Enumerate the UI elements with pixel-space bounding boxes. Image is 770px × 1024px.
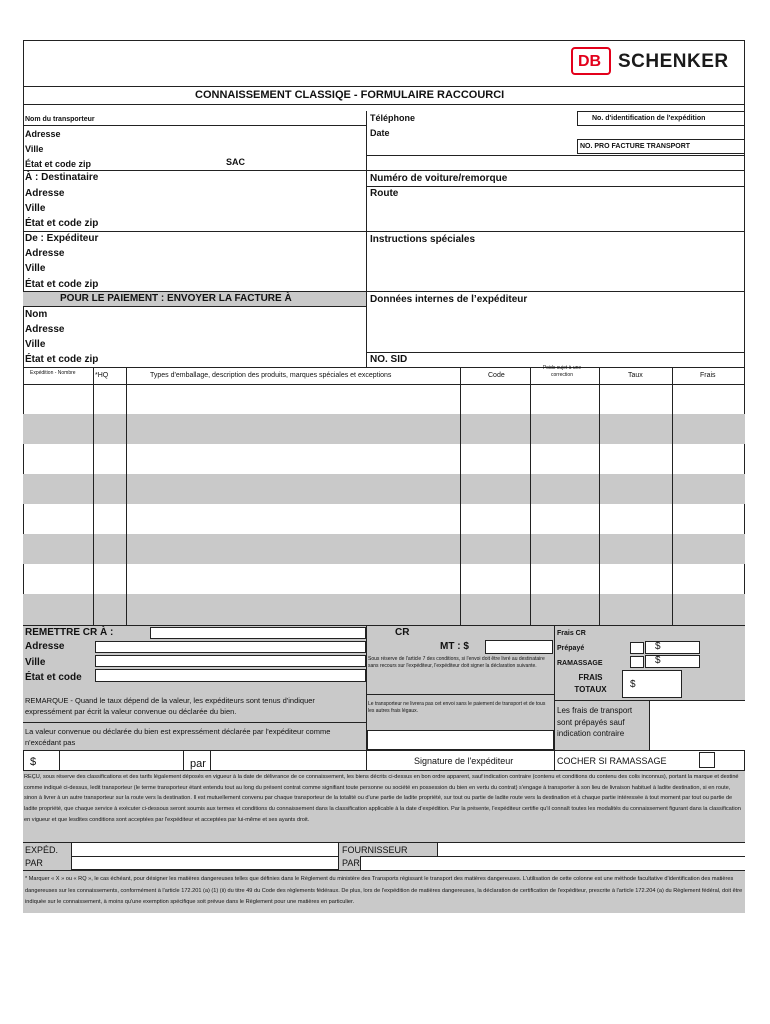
col-code: Code — [488, 372, 505, 379]
payment-city-label: Ville — [25, 339, 46, 350]
db-schenker-logo — [571, 47, 733, 75]
sac-label: SAC — [226, 157, 246, 167]
special-instructions-label: Instructions spéciales — [370, 234, 476, 245]
carrier-address-label: Adresse — [25, 129, 61, 139]
table-row[interactable] — [23, 534, 745, 564]
col-shipment-number: Expédition - Nombre — [30, 370, 76, 376]
total-charges-label: FRAIS TOTAUX — [574, 673, 607, 694]
cod-city-input[interactable] — [95, 655, 366, 667]
consignee-address-label: Adresse — [25, 188, 65, 199]
cod-address-input[interactable] — [95, 641, 366, 653]
goods-table — [23, 384, 745, 625]
table-row[interactable] — [23, 414, 745, 444]
prepaid-label: Prépayé — [557, 645, 585, 652]
col-charges: Frais — [700, 372, 716, 379]
col-rate: Taux — [628, 372, 643, 379]
sign-per-input[interactable] — [71, 856, 339, 870]
remit-cod-label: REMETTRE CR À : — [25, 627, 114, 638]
value-amount-input[interactable] — [60, 751, 184, 770]
check-pickup-label: COCHER SI RAMASSAGE — [557, 756, 667, 766]
table-row[interactable] — [23, 594, 745, 625]
footnote-text: * Marquer « X » ou « RQ », le cas échéant, pour désigner les matières dangereuses telles que définies dans le Règlement du ministère des Transports régissant le transport des matières dangereuses. L'utilisation de cette colonne est une méthode facultative d'identification des matières dangereuses sur les connaissements, conformément à l'article 172.201 (a) (1) (ii) du titre 49 du Code des règlements fédéraux. De plus, lors de l'expédition de matières dangereuses, la déclaration de certification de l'expéditeur, prescrite à l'article 172.204 (a) du Règlement fédéral, doit être indiquée sur le connaissement, à moins qu'une exemption spécifique soit prévue dans le Règlement pour une matières en particulier. — [25, 876, 743, 906]
mt-label: MT : $ — [440, 641, 469, 652]
cod-address-label: Adresse — [25, 641, 65, 652]
shipper-city-label: Ville — [25, 263, 46, 274]
carrier-name-label: Nom du transporteur — [25, 116, 95, 123]
sign-per2-input[interactable] — [360, 856, 745, 870]
remit-cod-input[interactable] — [150, 627, 366, 639]
shipment-id-label: No. d'identification de l'expédition — [592, 115, 706, 122]
total-dollar: $ — [630, 679, 636, 690]
carrier-signature-box[interactable] — [367, 730, 554, 750]
payment-header: POUR LE PAIEMENT : ENVOYER LA FACTURE À — [60, 293, 292, 304]
frais-cr-label: Frais CR — [557, 630, 586, 637]
sign-shipper-input[interactable] — [71, 843, 339, 856]
cod-state-zip-input[interactable] — [95, 669, 366, 682]
prepaid-note-box — [649, 701, 745, 750]
col-description: Types d'emballage, description des produits, marques spéciales et exceptions — [150, 372, 392, 379]
sign-supplier-input[interactable] — [437, 843, 745, 856]
subject-note: Sous réserve de l'article 7 des conditions, si l'envoi doit être livré au destinataire sans recours sur l'expéditeur, l'expéditeur doit signer la déclaration suivante. — [368, 656, 545, 670]
table-row[interactable] — [23, 564, 745, 594]
received-text: REÇU, sous réserve des classifications et des tarifs légalement déposés en vigueur à la date de délivrance de ce connaissement, les biens décrits ci-dessus en bon ordre apparent, sauf indication contraire (contenu et conditions du contenu des colis inconnus), portant la marque et destiné comme indiqué ci-dessus, ledit transporteur (le terme transporteur étant entendu tout au long du présent contrat comme signifiant toute personne ou société en possession du bien en vertu du contrat) s'engage à transporter à son lieu de livraison habituel à ladite destination, si en route, sinon à livrer à un autre transporteur sur la route vers la destination. Il est mutuellement convenu par chaque transporteur de la totalité ou d'une partie de ladite propriété, sur tout ou partie de ladite route vers la destination et à chaque partie intéressée à tout moment par tout ou partie de ladite propriété, que chaque service à exécuter ci-dessous seront soumis aux termes et conditions du connaissement dans la classification applicable à la date d'expédition. Par la présente, l'expéditeur certifie qu'il connaît toutes les modalités du connaissement figurant dans la classification en vigueur et que lesdites conditions sont acceptées par l'expéditeur et acceptées par lui-même et ses ayants droit. — [24, 774, 741, 823]
table-row[interactable] — [23, 474, 745, 504]
col-weight: Poids sujet à une correction — [542, 365, 582, 379]
cod-amount-input[interactable] — [485, 640, 553, 654]
prepaid-dollar: $ — [655, 641, 661, 652]
prepaid-amount-box[interactable] — [645, 641, 700, 654]
declared-value-text: La valeur convenue ou déclarée du bien est expressément déclarée par l'expéditeur comme n'excédant pas — [25, 727, 331, 747]
sign-supplier-label: FOURNISSEUR — [342, 845, 408, 855]
value-per-input[interactable] — [210, 751, 366, 770]
prepaid-checkbox[interactable] — [630, 642, 644, 654]
consignee-city-label: Ville — [25, 203, 46, 214]
vehicle-label: Numéro de voiture/remorque — [370, 173, 508, 184]
value-dollar: $ — [30, 756, 37, 768]
internal-data-label: Données internes de l’expéditeur — [370, 294, 528, 305]
value-dollar-box[interactable] — [23, 751, 60, 770]
db-logo-text: DB — [578, 53, 602, 70]
cod-state-zip-label: État et code — [25, 672, 82, 683]
pickup-checkbox[interactable] — [630, 656, 644, 668]
shipper-address-label: Adresse — [25, 248, 65, 259]
sign-per2-label: PAR — [342, 858, 360, 868]
cr-label: CR — [395, 627, 410, 638]
payment-name-label: Nom — [25, 309, 48, 320]
phone-label: Téléphone — [370, 113, 416, 123]
carrier-city-label: Ville — [25, 144, 44, 154]
pickup-cod-label: RAMASSAGE — [557, 660, 603, 667]
value-per-label: par — [190, 758, 206, 770]
carrier-state-zip-label: État et code zip — [25, 159, 92, 169]
sign-shipper-label: EXPÉD. — [25, 845, 59, 855]
consignee-state-zip-label: État et code zip — [25, 218, 99, 229]
route-label: Route — [370, 188, 399, 199]
pro-invoice-label: NO. PRO FACTURE TRANSPORT — [580, 143, 691, 150]
consignee-label: À : Destinataire — [25, 172, 99, 183]
db-logo-icon — [571, 47, 611, 75]
remark-text: REMARQUE - Quand le taux dépend de la valeur, les expéditeurs sont tenus d'indiquer expressément par écrit la valeur convenue ou déclarée du bien. — [25, 696, 315, 716]
pickup-dollar: $ — [655, 655, 661, 666]
prepaid-note: Les frais de transport sont prépayés sauf indication contraire — [557, 706, 633, 739]
payment-address-label: Adresse — [25, 324, 65, 335]
form-title: CONNAISSEMENT CLASSIQE - FORMULAIRE RACCOURCI — [195, 89, 505, 101]
sign-per-label: PAR — [25, 858, 43, 868]
check-pickup-checkbox[interactable] — [699, 752, 715, 768]
schenker-logo-text: SCHENKER — [618, 51, 729, 72]
pickup-amount-box[interactable] — [645, 655, 700, 668]
col-hq: *HQ — [95, 372, 109, 379]
shipper-label: De : Expéditeur — [25, 233, 99, 244]
shipper-signature-label: Signature de l'expéditeur — [414, 756, 514, 766]
carrier-note: Le transporteur ne livrera pas cet envoi sans le paiement de transport et de tous les autres frais légaux. — [368, 701, 546, 715]
cod-city-label: Ville — [25, 657, 46, 668]
table-row[interactable] — [23, 504, 745, 534]
date-label: Date — [370, 128, 390, 138]
payment-state-zip-label: État et code zip — [25, 354, 99, 365]
table-row[interactable] — [23, 444, 745, 474]
sid-label: NO. SID — [370, 354, 408, 365]
shipper-state-zip-label: État et code zip — [25, 279, 99, 290]
